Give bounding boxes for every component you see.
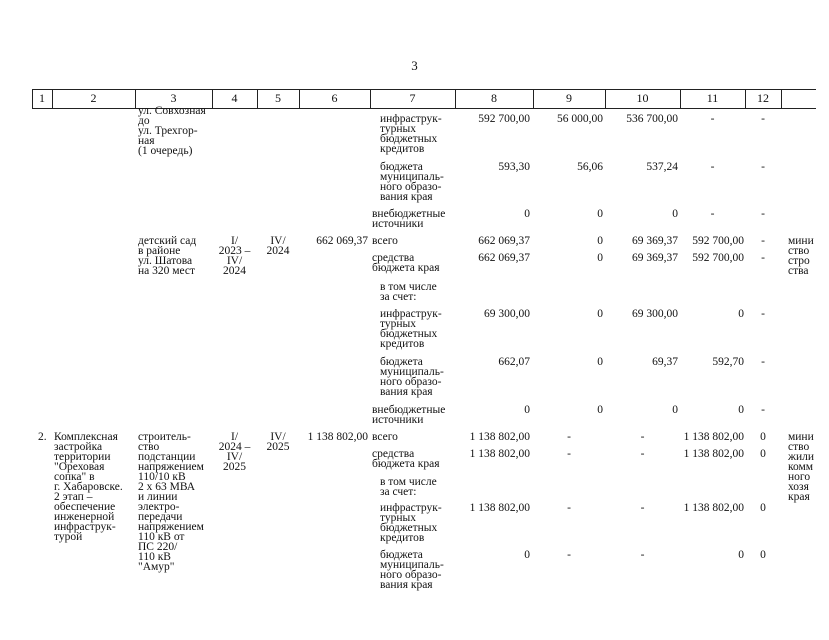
cell-total: 0	[524, 404, 530, 416]
header-col-number: 8	[491, 91, 497, 105]
cell-year-2023: -	[567, 502, 571, 514]
header-col-number: 7	[409, 91, 416, 105]
funding-source: в том числе за счет:	[380, 281, 437, 303]
funding-source: инфраструк- турных бюджетных кредитов	[380, 113, 442, 155]
cell-total: 662 069,37	[478, 235, 530, 247]
cell-year-2023: -	[567, 549, 571, 561]
start-period: I/ 2024 – IV/ 2025	[218, 431, 251, 473]
cell-year-2025: 592 700,00	[692, 235, 744, 247]
cell-total: 662,07	[498, 356, 530, 368]
cell-year-2025: 592 700,00	[692, 252, 744, 264]
header-top-rule	[32, 89, 816, 90]
funding-source: средства бюджета края	[372, 252, 440, 274]
responsible-executor: мини ство стро ства	[788, 235, 814, 277]
cell-total: 69 300,00	[484, 308, 530, 320]
funding-source: всего	[372, 431, 398, 443]
header-col-number: 1	[39, 91, 45, 105]
cell-year-2023: 56,06	[577, 161, 603, 173]
cell-year-2025: 1 138 802,00	[683, 431, 744, 443]
responsible-executor: мини ство жили комм ного хозя края	[788, 431, 814, 503]
cell-year-2025: 0	[738, 308, 744, 320]
cell-year-2025: 0	[738, 404, 744, 416]
cell-year-2023: 0	[597, 404, 603, 416]
header-col-number: 3	[170, 91, 177, 105]
cell-total: 662 069,37	[478, 252, 530, 264]
cell-year-2026: -	[761, 308, 765, 320]
cell-total: 1 138 802,00	[469, 431, 530, 443]
cell-year-2026: -	[761, 208, 765, 220]
cell-year-2026: -	[761, 252, 765, 264]
cell-year-2023: 0	[597, 308, 603, 320]
cell-year-2024: -	[640, 431, 645, 443]
header-col-number: 12	[757, 91, 769, 105]
cell-year-2024: 536 700,00	[626, 113, 678, 125]
cell-year-2023: -	[567, 448, 571, 460]
funding-source: инфраструк- турных бюджетных кредитов	[380, 502, 442, 544]
cell-total: 592 700,00	[478, 113, 530, 125]
object-name: детский сад в районе ул. Шатова на 320 мест	[138, 235, 197, 277]
cell-year-2026: -	[761, 356, 765, 368]
cell-year-2024: 537,24	[646, 161, 678, 173]
header-col-number: 9	[566, 91, 572, 105]
funding-source: бюджета муниципаль- ного образо- вания края	[380, 549, 444, 591]
cell-year-2025: -	[710, 113, 715, 125]
cell-year-2024: 69 369,37	[632, 252, 678, 264]
header-col-number: 6	[331, 91, 338, 105]
cell-total: 1 138 802,00	[469, 448, 530, 460]
cell-year-2026: 0	[760, 549, 766, 561]
cell-year-2024: -	[640, 448, 645, 460]
header-col-number: 5	[275, 91, 281, 105]
end-period: IV/ 2025	[266, 431, 290, 453]
cell-year-2023: 56 000,00	[557, 113, 603, 125]
estimated-cost: 662 069,37	[316, 235, 368, 247]
cell-year-2024: 69 369,37	[632, 235, 678, 247]
funding-source: в том числе за счет:	[380, 476, 437, 498]
header-col-number: 11	[706, 91, 719, 105]
cell-total: 0	[524, 549, 530, 561]
project-name: Комплексная застройка территории "Ореховая сопка" в г. Хабаровске. 2 этап – обеспечение инженерной инфраструк- турой	[54, 431, 123, 543]
cell-year-2026: -	[761, 404, 765, 416]
header-col-number: 2	[90, 91, 97, 105]
cell-year-2023: 0	[597, 208, 603, 220]
cell-year-2026: -	[761, 113, 765, 125]
cell-year-2026: 0	[760, 431, 766, 443]
end-period: IV/ 2024	[266, 235, 290, 257]
cell-year-2024: -	[640, 549, 645, 561]
page-number: 3	[411, 58, 418, 73]
estimated-cost: 1 138 802,00	[307, 431, 368, 443]
cell-year-2025: -	[710, 161, 715, 173]
header-col-number: 10	[636, 91, 649, 105]
funding-source: всего	[372, 235, 398, 247]
cell-year-2023: 0	[597, 356, 603, 368]
funding-source: средства бюджета края	[372, 448, 440, 470]
cell-year-2024: 0	[672, 208, 678, 220]
cell-year-2024: 69,37	[652, 356, 678, 368]
cell-year-2024: 69 300,00	[632, 308, 678, 320]
header-col-number: 4	[231, 91, 238, 105]
cell-total: 593,30	[498, 161, 530, 173]
cell-total: 0	[524, 208, 530, 220]
funding-source: внебюджетные источники	[372, 404, 446, 426]
object-name: строитель- ство подстанции напряжением 110/10 кВ 2 х 63 МВА и линии электро- передачи напряжением 110 кВ от ПС 220/ 110 кВ "Амур"	[138, 431, 204, 573]
cell-year-2024: 0	[672, 404, 678, 416]
object-name: ул. Совхозная до ул. Трехгор- ная (1 очередь)	[138, 105, 206, 157]
cell-year-2026: 0	[760, 502, 766, 514]
header-col-divider	[781, 89, 782, 108]
cell-year-2025: 0	[738, 549, 744, 561]
cell-year-2025: 592,70	[712, 356, 744, 368]
funding-source: бюджета муниципаль- ного образо- вания края	[380, 356, 444, 398]
funding-source: внебюджетные источники	[372, 208, 446, 230]
cell-year-2023: -	[567, 431, 571, 443]
cell-year-2026: -	[761, 235, 765, 247]
start-period: I/ 2023 – IV/ 2024	[218, 235, 251, 277]
cell-year-2026: -	[761, 161, 765, 173]
cell-year-2025: 1 138 802,00	[683, 448, 744, 460]
cell-year-2026: 0	[760, 448, 766, 460]
cell-year-2023: 0	[597, 235, 603, 247]
item-number: 2.	[38, 431, 47, 443]
cell-year-2025: 1 138 802,00	[683, 502, 744, 514]
cell-total: 1 138 802,00	[469, 502, 530, 514]
funding-source: инфраструк- турных бюджетных кредитов	[380, 308, 442, 350]
cell-year-2025: -	[710, 208, 715, 220]
cell-year-2024: -	[640, 502, 645, 514]
cell-year-2023: 0	[597, 252, 603, 264]
funding-source: бюджета муниципаль- ного образо- вания края	[380, 161, 444, 203]
